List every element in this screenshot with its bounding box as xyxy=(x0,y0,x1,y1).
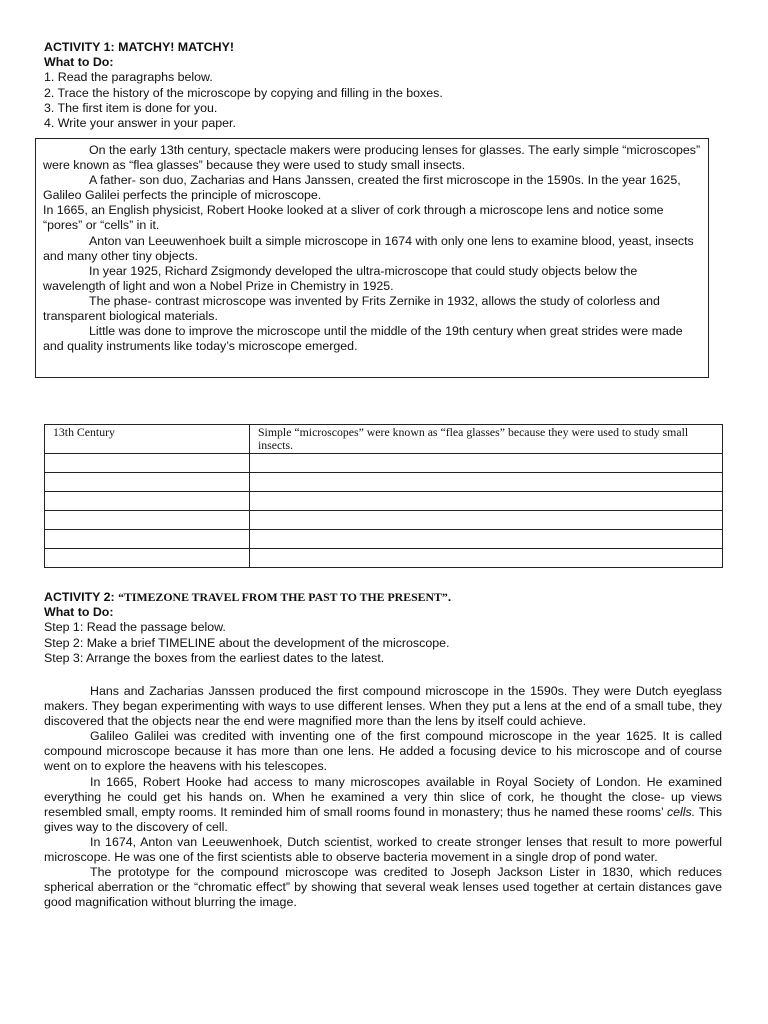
activity1-step: 3. The first item is done for you. xyxy=(44,100,218,115)
activity1-step: 2. Trace the history of the microscope by copying and filling in the boxes. xyxy=(44,85,443,100)
activity2-header xyxy=(44,590,724,666)
table-cell-description[interactable] xyxy=(250,473,723,492)
passage2-paragraph: In 1674, Anton van Leeuwenhoek, Dutch scientist, worked to create stronger lenses that result to more powerful microscope. He was one of the first scientists able to observe bacteria movement in a single drop of pond water. xyxy=(44,834,722,865)
table-cell-description: Simple “microscopes” were known as “flea glasses” because they were used to study small insects. xyxy=(250,425,723,454)
passage1-paragraph: In year 1925, Richard Zsigmondy developed the ultra-microscope that could study objects below the wavelength of light and won a Nobel Prize in Chemistry in 1925. xyxy=(43,263,638,293)
table-cell-date[interactable] xyxy=(45,454,250,473)
passage1-paragraph: On the early 13th century, spectacle makers were producing lenses for glasses. The early simple “microscopes” were known as “flea glasses” because they were used to study small insects. xyxy=(43,143,701,173)
activity1-title: ACTIVITY 1: MATCHY! MATCHY! xyxy=(44,40,234,54)
table-row xyxy=(45,454,723,473)
table-cell-description[interactable] xyxy=(250,454,723,473)
table-cell-description[interactable] xyxy=(250,530,723,549)
activity2-passage xyxy=(44,684,722,910)
table-cell-date[interactable] xyxy=(45,511,250,530)
passage2-paragraph: Galileo Galilei was credited with inventing one of the first compound microscope in the year 1625. It is called compound microscope because it has more than one lens. He added a focusing device to his microscope and of course went on to explore the heavens with his telescopes. xyxy=(44,729,722,774)
table-row xyxy=(45,425,723,454)
passage1-paragraph: In 1665, an English physicist, Robert Hooke looked at a sliver of cork through a microscope lens and notice some “pores” or “cells” in it. xyxy=(43,203,664,233)
activity2-title-suffix: . xyxy=(447,590,452,604)
activity2-title xyxy=(44,590,724,605)
table-cell-date[interactable] xyxy=(45,530,250,549)
table-cell-date[interactable] xyxy=(45,549,250,568)
history-table xyxy=(44,424,723,568)
activity2-step: Step 1: Read the passage below. xyxy=(44,620,226,635)
table-cell-date[interactable] xyxy=(45,473,250,492)
activity1-passage-box xyxy=(35,138,709,378)
activity2-title-prefix: ACTIVITY 2: xyxy=(44,590,119,604)
table-cell-description[interactable] xyxy=(250,492,723,511)
passage1-paragraph: Little was done to improve the microscope until the middle of the 19th century when great strides were made and quality instruments like today’s microscope emerged. xyxy=(43,324,683,354)
activity1-step: 1. Read the paragraphs below. xyxy=(44,70,213,85)
activity2-title-quote: “TIMEZONE TRAVEL FROM THE PAST TO THE PRESENT” xyxy=(118,590,448,604)
passage2-paragraph: The prototype for the compound microscope was credited to Joseph Jackson Lister in 1830, which reduces spherical aberration or the “chromatic effect” by showing that several weak lenses used together at certain distances gave good magnification without blurring the image. xyxy=(44,865,722,910)
table-row xyxy=(45,473,723,492)
table-row xyxy=(45,530,723,549)
passage1-paragraph: The phase- contrast microscope was invented by Frits Zernike in 1932, allows the study of colorless and transparent biological materials. xyxy=(43,293,660,324)
passage1-paragraph: A father- son duo, Zacharias and Hans Janssen, created the first microscope in the 1590s. In the year 1625, Galileo Galilei perfects the principle of microscope. xyxy=(43,173,681,203)
passage1-paragraph: Anton van Leeuwenhoek built a simple microscope in 1674 with only one lens to examine blood, yeast, insects and many other tiny objects. xyxy=(43,233,694,263)
activity2-step: Step 3: Arrange the boxes from the earliest dates to the latest. xyxy=(44,650,385,665)
passage2-paragraph xyxy=(44,775,722,835)
hooke-tail: This gives way to the discovery of cell. xyxy=(44,804,722,834)
table-cell-date: 13th Century xyxy=(45,425,250,454)
activity1-what-to-do: What to Do: xyxy=(44,55,114,70)
passage2-paragraph: Hans and Zacharias Janssen produced the first compound microscope in the 1590s. They were Dutch eyeglass makers. They began experimenting with ways to use different lenses. When they put a lens at the end of a small tube, they discovered that the objects near the end were magnified more than the lens by itself could achieve. xyxy=(44,684,722,729)
table-cell-description[interactable] xyxy=(250,511,723,530)
cells-italic: cells. xyxy=(666,804,696,819)
table-cell-description[interactable] xyxy=(250,549,723,568)
table-row xyxy=(45,492,723,511)
table-row xyxy=(45,511,723,530)
activity1-header xyxy=(44,40,724,131)
table-row xyxy=(45,549,723,568)
activity2-step: Step 2: Make a brief TIMELINE about the development of the microscope. xyxy=(44,635,450,650)
table-cell-date[interactable] xyxy=(45,492,250,511)
activity1-step: 4. Write your answer in your paper. xyxy=(44,116,236,131)
hooke-text: In 1665, Robert Hooke had access to many microscopes available in Royal Society of London. He examined everything he could get his hands on. When he examined a very thin slice of cork, he thought the close- up views resembled small, empty rooms. It reminded him of small rooms found in monastery; thus he named these rooms’ xyxy=(44,774,722,819)
activity2-what-to-do: What to Do: xyxy=(44,605,114,620)
